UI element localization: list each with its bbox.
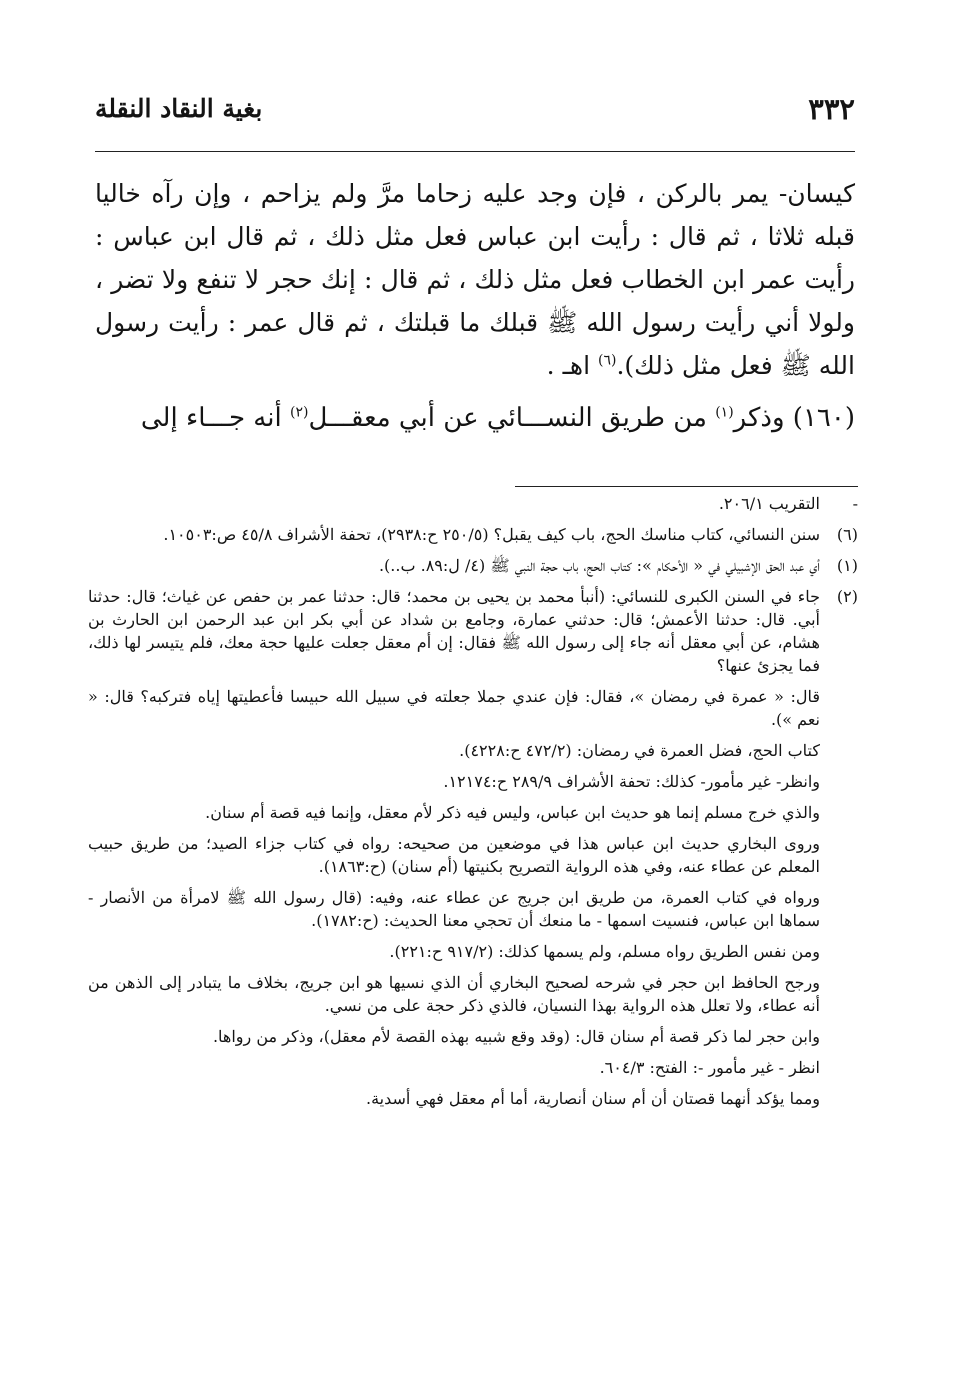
footnote-paragraph: ورجح الحافظ ابن حجر في شرحه لصحيح البخاري أن الذي نسيها هو ابن جريج، بخلاف ما يتبادر إلى الذهن من أنه عطاء، ولا تعلل هذه الرواية بهذا النسيان، فالذي ذكر حجة على من نسي. bbox=[88, 973, 821, 1015]
footnote-text: جاء في السنن الكبرى للنسائي: (أنبأ محمد بن يحيى بن محمد؛ قال: حدثنا عمر بن حفص عن غياث؛ قال: حدثنا أبي. قال: حدثنا الأعمش؛ قال: حدثني عمارة، وجامع بن شداد عن أبي بكر ابن عبد الرحمن ابن الحارث بن هشام، عن أبي معقل أنه جاء إلى رسول الله ﷺ فقال: إن أم معقل جعلت عليها حجة معك، فلم يتيسر لها ذلك، فما يجزئ عنها؟ bbox=[88, 587, 820, 675]
footnote-paragraph: قال: « عمرة في رمضان »، فقال: فإن عندي جملا جعلته في سبيل الله حبيسا فأعطيتها إياه فتركبه؟ قال: « نعم »). bbox=[88, 687, 820, 729]
footnote-marker: (١) bbox=[836, 556, 858, 575]
footnote-marker: - bbox=[852, 494, 858, 513]
footnote-paragraph: وروى البخاري حديث ابن عباس هذا في موضعين من صحيحه: رواه في كتاب جزاء الصيد؛ من طريق حبيب المعلم عن عطاء عنه، وفي هذه الرواية التصريح بكنيتها (أم سنان) (ح:١٨٦٣). bbox=[88, 834, 820, 876]
footnote-ref-2: (٢) bbox=[289, 404, 309, 421]
main-paragraph-text: كيسان- يمر بالركن ، فإن وجد عليه زحاما مرَّ ولم يزاحم ، وإن رآه خاليا قبله ثلاثا ، ثم قال : رأيت ابن عباس فعل مثل ذلك ، ثم قال ابن عباس : رأيت عمر ابن الخطاب فعل مثل ذلك ، ثم قال : إنك حجر لا تنفع ولا تضر ، ولولا أني رأيت رسول الله ﷺ قبلك ما قبلتك ، ثم قال عمر : رأيت رسول الله ﷺ فعل مثل ذلك). bbox=[95, 179, 855, 380]
footnote-text: أي عبد الحق الإشبيلي في « الأحكام »: كتاب الحج، باب حجة النبي ﷺ (٤/ ل:٨٩. ب..). bbox=[378, 556, 820, 575]
footnote-ref-1: (١) bbox=[715, 404, 734, 421]
footnote-separator bbox=[515, 486, 858, 487]
footnote-ref-6: (٦) bbox=[597, 352, 617, 369]
footnote-paragraph: ورواه في كتاب العمرة، من طريق ابن جريج عن عطاء عنه، وفيه: (قال رسول الله ﷺ لامرأة من الأنصار - سماها ابن عباس، فنسيت اسمها - ما منعك أن تحجي معنا الحديث: (ح:١٧٨٢). bbox=[88, 888, 821, 930]
header-rule bbox=[95, 151, 855, 152]
footnote-6 bbox=[88, 523, 858, 546]
footnote-marker: (٦) bbox=[836, 525, 858, 544]
entry-text-1: وذكر bbox=[733, 403, 793, 433]
footnote-1 bbox=[88, 554, 858, 577]
footnote-paragraph: وابن حجر لما ذكر قصة أم سنان قال: (وقد وقع شبيه بهذه القصة لأم معقل)، وذكر من رواها. bbox=[212, 1027, 820, 1046]
footnotes bbox=[88, 492, 858, 1118]
footnote-paragraph: ومما يؤكد أنهما قصتان أن أم سنان أنصارية، أما أم معقل فهي أسدية. bbox=[365, 1089, 820, 1108]
entry-text-3: أنه جـــاء إلى bbox=[140, 403, 290, 433]
footnote-2 bbox=[88, 585, 858, 677]
footnote-text: سنن النسائي، كتاب مناسك الحج، باب كيف يقبل؟ (٢٥٠/٥ ح:٢٩٣٨)، تحفة الأشراف ٤٥/٨ ص:١٠٥٠٣. bbox=[163, 525, 820, 544]
entry-160 bbox=[95, 397, 855, 440]
footnote-paragraph: كتاب الحج، فضل العمرة في رمضان: (٤٧٢/٢ ح:٤٢٢٨). bbox=[459, 741, 820, 760]
entry-text-2: من طريق النســـائي عن أبي معقـــل bbox=[308, 403, 716, 433]
footnote-paragraph: والذي خرج مسلم إنما هو حديث ابن عباس، وليس فيه ذكر لأم معقل، وإنما فيه قصة أم سنان. bbox=[205, 803, 820, 822]
main-paragraph bbox=[95, 172, 855, 387]
footnote-paragraph: وانظر- غير مأمور- كذلك: تحفة الأشراف ٢٨٩/٩ ح:١٢١٧٤. bbox=[443, 772, 820, 791]
page-number: ٣٣٢ bbox=[808, 92, 855, 126]
main-paragraph-tail: اهـ . bbox=[546, 351, 598, 380]
footnote-paragraph: انظر - غير مأمور -: الفتح: ٦٠٤/٣. bbox=[599, 1058, 820, 1077]
entry-number: (١٦٠) bbox=[792, 403, 855, 433]
footnote-marker: (٢) bbox=[836, 587, 858, 606]
footnote-paragraph: ومن نفس الطريق رواه مسلم، ولم يسمها كذلك: (٩١٧/٢ ح:٢٢١). bbox=[389, 942, 820, 961]
footnote-continued bbox=[88, 492, 858, 515]
footnote-text: التقريب ٢٠٦/١. bbox=[718, 494, 820, 513]
main-text bbox=[95, 172, 855, 440]
running-title: بغية النقاد النقلة bbox=[95, 94, 263, 123]
page-header bbox=[95, 92, 855, 134]
